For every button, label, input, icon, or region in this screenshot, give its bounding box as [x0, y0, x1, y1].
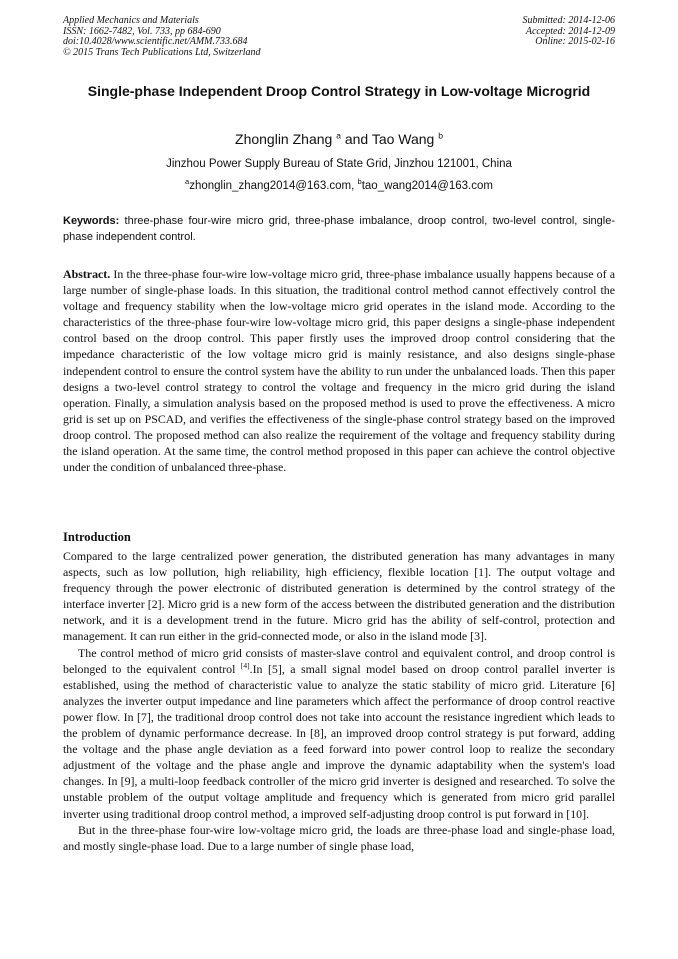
paragraph-text: The control method of micro grid consists of master-slave control and equivalent control, and droop control is belonged to the equivalent control	[63, 645, 615, 676]
author-line	[63, 130, 615, 148]
author-name: Zhonglin Zhang	[235, 131, 333, 147]
section-heading: Introduction	[63, 530, 131, 544]
citation-superscript: [4]	[240, 660, 250, 670]
paragraph: But in the three-phase four-wire low-voltage micro grid, the loads are three-phase load and single-phase load, and mostly single-phase load. Due to a large number of single phase load,	[63, 822, 615, 853]
paper-title: Single-phase Independent Droop Control Strategy in Low-voltage Microgrid	[87, 83, 591, 99]
introduction-body	[63, 548, 615, 854]
publication-dates	[415, 16, 615, 48]
abstract-text: In the three-phase four-wire low-voltage micro grid, three-phase imbalance usually happens because of a large number of single-phase loads. In this situation, the traditional control method cannot effectively control the voltage and frequency stability when the low-voltage micro grid operates in the island mode. According to the characteristics of the three-phase four-wire low-voltage micro grid, this paper designs a single-phase independent control based on the droop control. This paper firstly uses the improved droop control considering that the impedance characteristic of the low voltage micro grid is mainly resistance, and also designs single-phase independent control to ensure the control system have the ability to run under the unbalanced loads. Then this paper designs a two-level control strategy to control the voltage and frequency in the micro grid during the island operation. Finally, a simulation analysis based on the proposed method is used to prove the effectiveness. A micro grid is set up on PSCAD, and verifies the effectiveness of the single-phase control strategy based on the improved droop control. The proposed method can also realize the requirement of the voltage and frequency stability during the island operation. At the same time, the control method proposed in this paper can achieve the control objective under the condition of unbalanced three-phase.	[63, 267, 615, 475]
copyright-line: © 2015 Trans Tech Publications Ltd, Switzerland	[63, 46, 261, 58]
paragraph	[63, 645, 615, 822]
publication-info	[63, 16, 363, 58]
accepted-date: Accepted: 2014-12-09	[525, 25, 615, 37]
keywords-label: Keywords:	[63, 215, 120, 227]
email-address: zhonglin_zhang2014@163.com,	[189, 180, 355, 192]
paragraph: Compared to the large centralized power generation, the distributed generation has many advantages in many aspects, such as low pollution, high reliability, high efficiency, flexible location [1]. The output voltage and frequency through the power electronic of distributed generation is determined by the control strategy of the interface inverter [2]. Micro grid is a new form of the access between the distributed generation and the distribution network, and it is a development trend in the future. Micro grid has the ability of self-control, protection and management. It can run either in the grid-connected mode, or also in the island mode [3].	[63, 549, 615, 644]
email-line	[63, 179, 615, 194]
online-date: Online: 2015-02-16	[535, 36, 615, 47]
affiliation-mark: a	[336, 130, 341, 141]
email-address: tao_wang2014@163.com	[361, 180, 493, 192]
email-mark: b	[357, 177, 362, 187]
submitted-date: Submitted: 2014-12-06	[522, 15, 615, 26]
email-mark: a	[185, 177, 190, 187]
keywords	[63, 214, 615, 245]
affiliation: Jinzhou Power Supply Bureau of State Grid, Jinzhou 121001, China	[166, 158, 512, 170]
author-name: Tao Wang	[371, 131, 435, 147]
abstract	[63, 266, 615, 475]
abstract-label: Abstract.	[63, 267, 111, 281]
issn-line: ISSN: 1662-7482, Vol. 733, pp 684-690	[63, 25, 221, 37]
journal-name: Applied Mechanics and Materials	[63, 15, 199, 26]
author-conjunction: and	[344, 131, 369, 147]
affiliation-mark: b	[438, 130, 443, 141]
doi-line: doi:10.4028/www.scientific.net/AMM.733.684	[63, 36, 248, 47]
paragraph-text: .In [5], a small signal model based on droop control parallel inverter is established, using the method of characteristic value to analyze the static stability of micro grid. Literature [6] analyzes the inverter output impedance and line parameters which affect the performance of droop control reactive power flow. In [7], the traditional droop control does not take into account the resistance ingredient which leads to the problem of dynamic performance decrease. In [8], an improved droop control strategy is put forward, adding the voltage and the phase angle deviation as a feed forward into power control loop to realize the secondary adjustment of the voltage and the phase angle and improve the dynamic adaptability when the system's load changes. In [9], a multi-loop feedback controller of the micro grid inverter is designed and researched. To solve the unstable problem of the output voltage amplitude and frequency which is generated from micro grid parallel inverter using traditional droop control method, a improved self-adjusting droop control is put forward in [10].	[63, 661, 615, 821]
keywords-text: three-phase four-wire micro grid, three-phase imbalance, droop control, two-level control, single-phase independent control.	[63, 215, 616, 243]
